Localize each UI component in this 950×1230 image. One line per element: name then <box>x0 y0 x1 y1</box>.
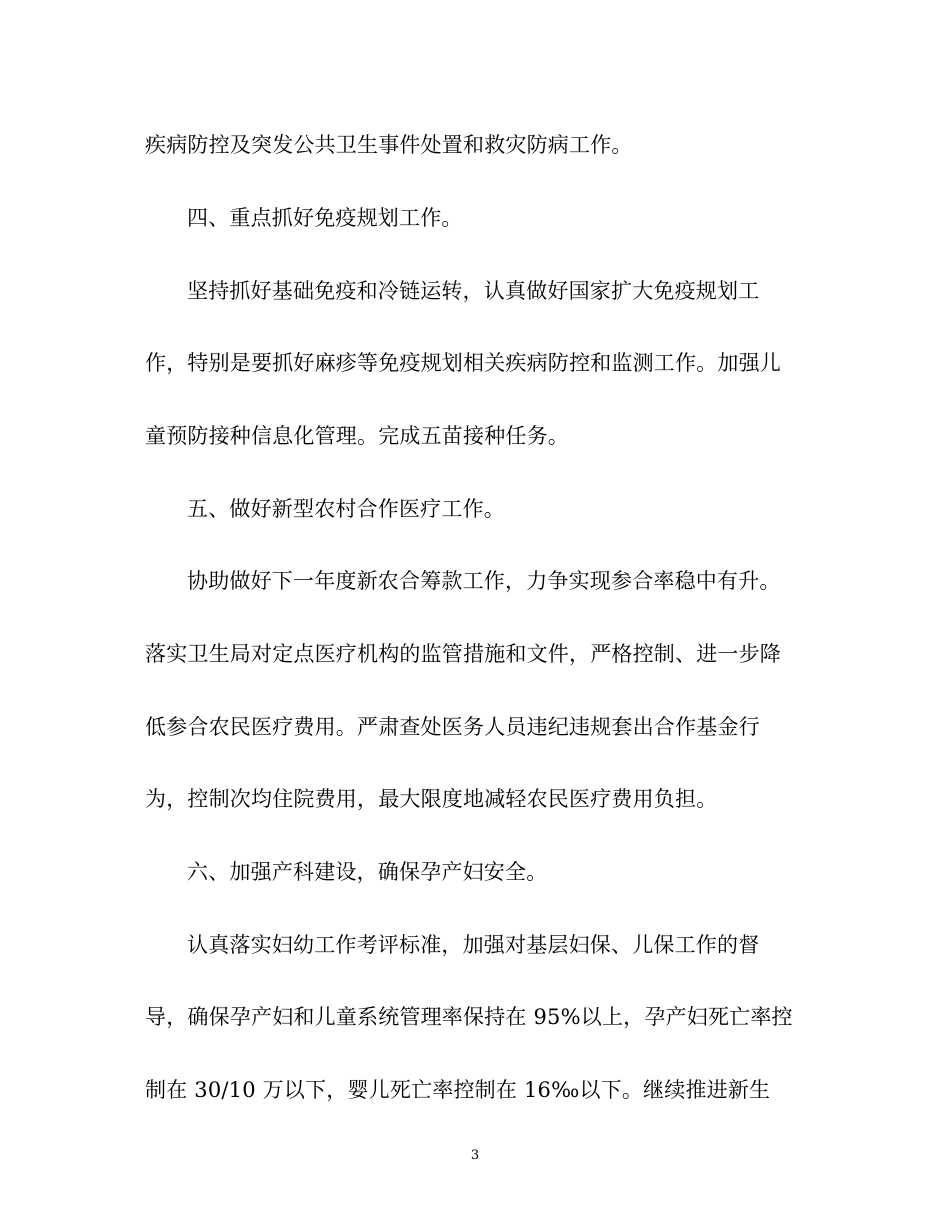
paragraph-line: 低参合农民医疗费用。严肃查处医务人员违纪违规套出合作基金行 <box>145 715 760 739</box>
paragraph-line: 疾病防控及突发公共卫生事件处置和救灾防病工作。 <box>145 133 633 157</box>
paragraph-line: 认真落实妇幼工作考评标准，加强对基层妇保、儿保工作的督 <box>187 933 760 957</box>
section-heading-4: 四、重点抓好免疫规划工作。 <box>187 206 463 230</box>
paragraph-line: 童预防接种信息化管理。完成五苗接种任务。 <box>145 424 569 448</box>
paragraph-line: 坚持抓好基础免疫和冷链运转，认真做好国家扩大免疫规划工 <box>187 279 760 303</box>
paragraph-line: 落实卫生局对定点医疗机构的监管措施和文件，严格控制、进一步降 <box>145 642 781 666</box>
paragraph-line: 导，确保孕产妇和儿童系统管理率保持在 95%以上，孕产妇死亡率控 <box>145 1005 793 1029</box>
section-heading-5: 五、做好新型农村合作医疗工作。 <box>187 497 505 521</box>
page-number: 3 <box>470 1148 480 1163</box>
paragraph-line: 制在 30/10 万以下，婴儿死亡率控制在 16‰以下。继续推进新生 <box>145 1078 771 1102</box>
section-heading-6: 六、加强产科建设，确保孕产妇安全。 <box>187 860 548 884</box>
paragraph-line: 为，控制次均住院费用，最大限度地减轻农民医疗费用负担。 <box>145 787 718 811</box>
paragraph-line: 作，特别是要抓好麻疹等免疫规划相关疾病防控和监测工作。加强儿 <box>145 351 781 375</box>
paragraph-line: 协助做好下一年度新农合筹款工作，力争实现参合率稳中有升。 <box>187 569 781 593</box>
